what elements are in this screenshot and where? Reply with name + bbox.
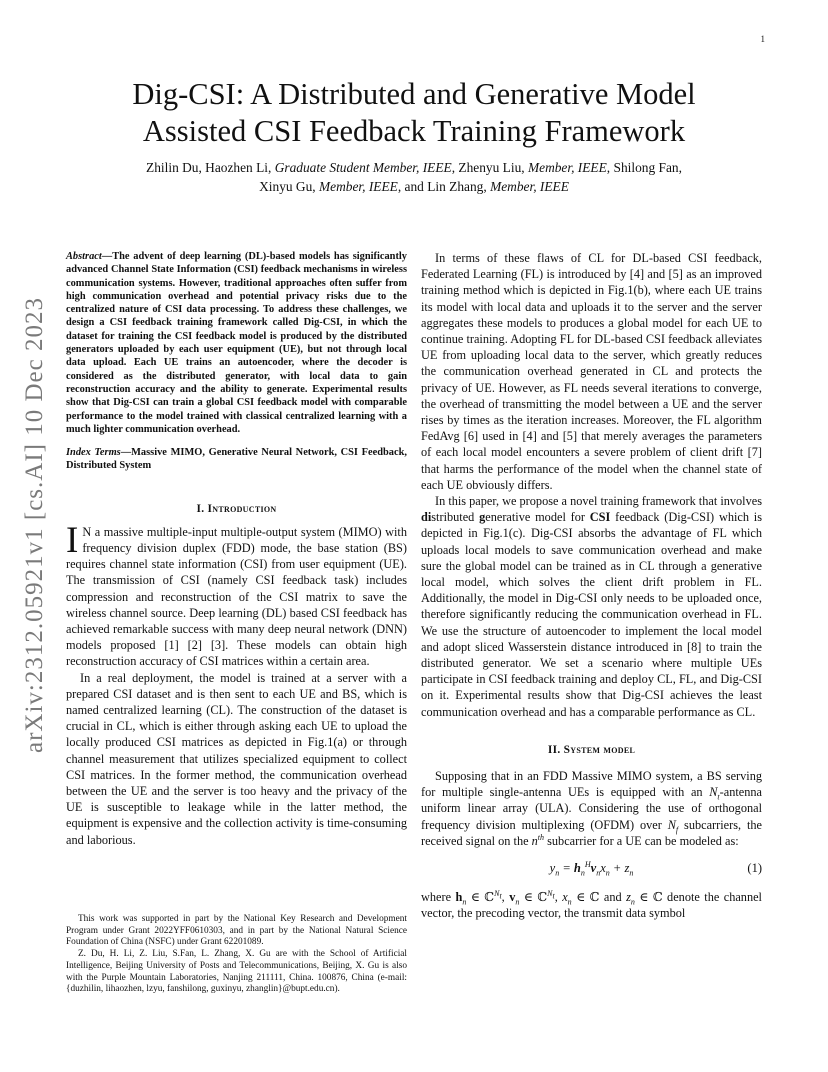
right-column — [421, 250, 762, 921]
left-column — [66, 250, 407, 848]
abstract: Abstract—The advent of deep learning (DL)-based models has significantly advanced Channel State Information (CSI) feedback mechanisms in wireless communication systems. However, traditional approaches often suffer from high communication overhead and potential privacy risks due to the centralized nature of CSI data processing. To address these challenges, we design a CSI feedback training framework called Dig-CSI, in which the dataset for training the CSI feedback model is produced by the distributed generators uploaded by each user equipment (UE), but not through local data upload. Each UE trains an autoencoder, where the decoder is considered as the distributed generator, with local data to gain reconstruction accuracy and the ability to generate. Experimental results show that Dig-CSI can train a global CSI feedback model with comparable performance to the model trained with classical centralized learning with a much lighter communication overhead. — [66, 251, 407, 435]
title-line-2: Assisted CSI Feedback Training Framework — [142, 114, 686, 148]
section-heading-system-model: II. System model — [547, 743, 636, 756]
title-line-1: Dig-CSI: A Distributed and Generative Model — [132, 77, 696, 111]
author-list: Zhilin Du, Haozhen Li, Graduate Student Member, IEEE, Zhenyu Liu, Member, IEEE, Shilong Fan, Xinyu Gu, Member, IEEE, and Lin Zhang, Member, IEEE — [146, 160, 682, 194]
equation-body: $y_n = h_n^Hv_nx_n + z_n$ — [549, 859, 634, 878]
intro-paragraph-1: I N a massive multiple-input multiple-output system (MIMO) with frequency division duplex (FDD) mode, the base station (BS) requires channel state information (CSI) from user equipment (UE). The transmission of CSI (namely CSI feedback task) includes compression and reconstruction of the CSI matrix to save the wireless channel source. Deep learning (DL) based CSI feedback has achieved remarkable success with many deep neural network (DNN) models proposed [1] [2] [3]. These models can obtain high reconstruction accuracy of CSI matrices within a certain area. — [66, 519, 407, 669]
section-heading-introduction: I. Introduction — [196, 502, 277, 515]
paragraph-system: Supposing that in an FDD Massive MIMO system, a BS serving for multiple single-antenna UEs is equipped with an $N_t$-antenna uniform linear array (ULA). Considering the use of orthogonal frequency division multiplexing (OFDM) over $N_f$ subcarriers, the received signal on the $n^{th}$ subcarrier for a UE can be modeled as: — [421, 768, 762, 848]
footnote-affiliation: Z. Du, H. Li, Z. Liu, S.Fan, L. Zhang, X. Gu are with the School of Artificial Intelligence, Beijing University of Posts and Telecommunications, Beijing, X. Gu is also with the Purple Mountain Laboratories, Nanjing 211111, China. 100876, China (e-mail: {duzhilin, lihaozhen, lzyu, fanshilong, guxinyu, zhanglin}@bupt.edu.cn). — [66, 949, 407, 995]
index-terms: Index Terms—Massive MIMO, Generative Neural Network, CSI Feedback, Distributed System — [66, 447, 407, 472]
equation-1 — [421, 857, 762, 883]
page-number: 1 — [760, 34, 765, 44]
paper-title — [60, 76, 768, 150]
equation-number: (1) — [747, 860, 762, 875]
arxiv-stamp: arXiv:2312.05921v1 [cs.AI] 10 Dec 2023 — [21, 297, 48, 753]
paragraph-where: where $h_n$ ∈ ℂ$^{N_t}$, $v_n$ ∈ ℂ$^{N_t}$, $x_n$ ∈ ℂ and $z_n$ ∈ ℂ denote the channel vector, the precoding vector, the transmit data symbol — [421, 888, 762, 921]
drop-cap: I — [66, 519, 79, 561]
footnote-funding: This work was supported in part by the National Key Research and Development Program under Grant 2022YFF0610303, and in part by the National Natural Science Foundation of China (NSFC) under Grant 62201089. — [66, 914, 407, 948]
paragraph-fl: In terms of these flaws of CL for DL-based CSI feedback, Federated Learning (FL) is introduced by [4] and [5] as an improved training method which is depicted in Fig.1(b), where each UE trains its model with local data and uploads it to the server and the server aggregates these models to produces a global model for each UE to continue training. Adopting FL for DL-based CSI feedback alleviates UE from uploading local data to the server, which greatly reduces the communication overhead generated in CL and protects the privacy of UE. However, as FL needs several iterations to converge, the overhead of transmitting the model between a UE and the server rises by times as the iteration increases. Moreover, the FL algorithm FedAvg [6] used in [4] and [5] that merely averages the parameters of each local model encounters a severe problem of client drift [7] that harms the performance of the model when the channel state of each UE obviously differs. — [421, 251, 762, 492]
intro-paragraph-2: In a real deployment, the model is trained at a server with a prepared CSI dataset and is then sent to each UE and BS, which is named centralized learning (CL). The construction of the dataset is crucial in CL, which is either through asking each UE to upload the locally produced CSI matrices as depicted in Fig.1(a) or through channel measurement that utilizes specialized equipment to collect CSI matrices. In the former method, the communication overhead between the UE and the server is too heavy and the privacy of the UE is susceptible to leakage while in the latter method, the equipment is expensive and the collection activity is time-consuming and laborious. — [66, 670, 407, 847]
footnotes — [66, 914, 407, 996]
paragraph-proposal: In this paper, we propose a novel training framework that involves distributed generative model for CSI feedback (Dig-CSI) which is depicted in Fig.1(c). Dig-CSI absorbs the advantage of FL which uploads local models to save communication overhead and make sure the global model can be trained as in CL through a generative local model, which solves the client drift problem in FL. Additionally, the model in Dig-CSI only needs to be uploaded once, therefore significantly reducing the communication overhead in FL. We use the structure of autoencoder to implement the local model and adopt sliced Wasserstein distance introduced in [8] to train the distributed generator. We set a scenario where multiple UEs participate in CSI feedback training and deploy CL, FL, and Dig-CSI on it. Experimental results show that Dig-CSI achieves the least communication overhead and has a comparable performance as CL. — [421, 494, 762, 719]
